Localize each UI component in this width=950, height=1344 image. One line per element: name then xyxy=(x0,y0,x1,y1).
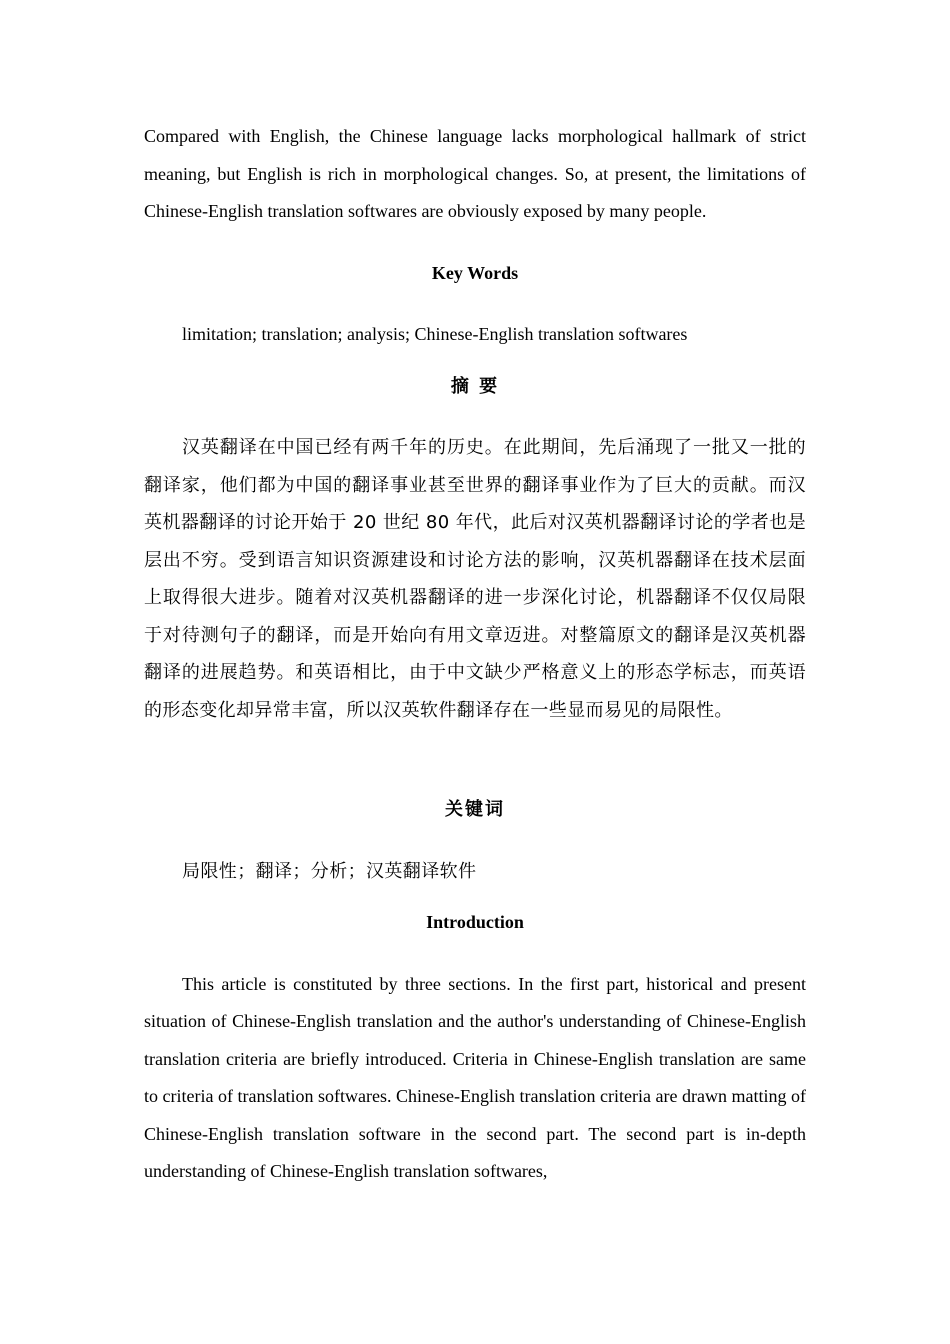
abstract-zh-heading: 摘 要 xyxy=(450,375,500,397)
keywords-zh-heading: 关键词 xyxy=(445,799,505,820)
keywords-en-heading: Key Words xyxy=(431,262,519,283)
abstract-zh-paragraph: 汉英翻译在中国已经有两千年的历史。在此期间，先后涌现了一批又一批的翻译家，他们都为中国的翻译事业甚至世界的翻译事业作为了巨大的贡献。而汉英机器翻译的讨论开始于 20 世纪 80 年代，此后对汉英机器翻译讨论的学者也是层出不穷。受到语言知识资源建设和讨论方法的影响，汉英机器翻译在技术层面上取得很大进步。随着对汉英机器翻译的进一步深化讨论，机器翻译不仅仅局限于对待测句子的翻译，而是开始向有用文章迈进。对整篇原文的翻译是汉英机器翻译的进展趋势。和英语相比，由于中文缺少严格意义上的形态学标志，而英语的形态变化却异常丰富，所以汉英软件翻译存在一些显而易见的局限性。 xyxy=(144,437,806,721)
introduction-heading: Introduction xyxy=(426,912,524,932)
keywords-zh-text: 局限性；翻译；分析；汉英翻译软件 xyxy=(182,860,477,882)
introduction-paragraph: This article is constituted by three sections. In the first part, historical and present situation of Chinese-English translation and the author's understanding of Chinese-English translation criteria are briefly introduced. Criteria in Chinese-English translation are same to criteria of translation softwares. Chinese-English translation criteria are drawn matting of Chinese-English translation software in the second part. The second part is in-depth understanding of Chinese-English translation softwares, xyxy=(144,973,806,1181)
abstract-continued-paragraph: Compared with English, the Chinese language lacks morphological hallmark of strict meaning, but English is rich in morphological changes. So, at present, the limitations of Chinese-English translation softwares are obviously exposed by many people. xyxy=(144,126,806,221)
document-page xyxy=(144,118,806,1191)
keywords-en-text: limitation; translation; analysis; Chinese-English translation softwares xyxy=(182,324,688,344)
